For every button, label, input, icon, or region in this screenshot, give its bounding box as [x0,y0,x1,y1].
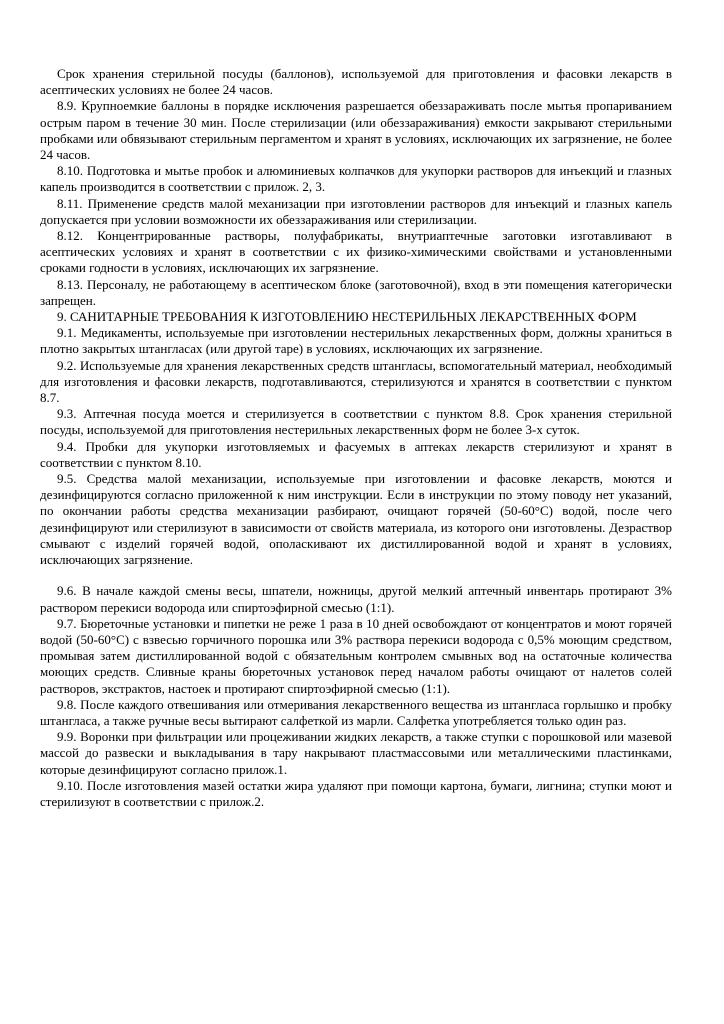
paragraph-9-3: 9.3. Аптечная посуда моется и стерилизуется в соответствии с пунктом 8.8. Срок хранения стерильной посуды, используемой для приготовления нестерильных лекарственных форм не более 3-х суток. [40,406,672,438]
paragraph-9-10: 9.10. После изготовления мазей остатки жира удаляют при помощи картона, бумаги, лигнина; ступки моют и стерилизуют в соответствии с прилож.2. [40,777,672,809]
document-page [40,66,672,810]
paragraph-9-5: 9.5. Средства малой механизации, используемые при изготовлении и фасовке лекарств, моются и дезинфицируются согласно приложенной к ним инструкции. Если в инструкции по этому поводу нет указаний, по окончании работы средства механизации разбирают, очищают горячей (50-60°С) водой, после чего дезинфицируют или стерилизуют в зависимости от свойств материала, из которого они изготовлены. Дезраствор смывают с изделий горячей водой, ополаскивают их дистиллированной водой и хранят в условиях, исключающих загрязнение. [40,471,672,568]
paragraph-8-11: 8.11. Применение средств малой механизации при изготовлении растворов для инъекций и глазных капель допускается при условии возможности их обеззараживания или стерилизации. [40,195,672,227]
paragraph-9-2: 9.2. Используемые для хранения лекарственных средств штангласы, вспомогательный материал, необходимый для изготовления и фасовки лекарств, подготавливаются, стерилизуются и хранятся в соответствии с пунктом 8.7. [40,357,672,406]
paragraph-9-9: 9.9. Воронки при фильтрации или процеживании жидких лекарств, а также ступки с порошковой или мазевой массой до развески и выкладывания в тару накрывают пластмассовыми или металлическими пластинками, которые дезинфицируют согласно прилож.1. [40,729,672,777]
paragraph-8-10: 8.10. Подготовка и мытье пробок и алюминиевых колпачков для укупорки растворов для инъекций и глазных капель производится в соответствии с прилож. 2, 3. [40,163,672,195]
blank-line-spacer [40,568,672,583]
paragraph-9-7: 9.7. Бюреточные установки и пипетки не реже 1 раза в 10 дней освобождают от концентратов и моют горячей водой (50-60°С) с взвесью горчичного порошка или 3% раствора перекиси водорода с 0,5% моющим средством, промывая затем дистиллированной водой с обязательным контролем смывных вод на остаточные количества моющих средств. Сливные краны бюреточных установок перед началом работы очищают от налетов солей растворов, экстрактов, настоек и протирают спиртоэфирной смесью (1:1). [40,615,672,696]
paragraph-8-9: 8.9. Крупноемкие баллоны в порядке исключения разрешается обеззараживать после мытья пропариванием острым паром в течение 30 мин. После стерилизации (или обеззараживания) емкости закрывают стерильными пробками или обвязывают стерильным пергаментом и хранят в условиях, исключающих их загрязнение, не более 24 часов. [40,98,672,163]
paragraph-9-4: 9.4. Пробки для укупорки изготовляемых и фасуемых в аптеках лекарств стерилизуют и хранят в соответствии с пунктом 8.10. [40,438,672,470]
paragraph-8-13: 8.13. Персоналу, не работающему в асептическом блоке (заготовочной), вход в эти помещения категорически запрещен. [40,276,672,308]
paragraph-9-6: 9.6. В начале каждой смены весы, шпатели, ножницы, другой мелкий аптечный инвентарь протирают 3% раствором перекиси водорода или спиртоэфирной смесью (1:1). [40,583,672,615]
paragraph-8-12: 8.12. Концентрированные растворы, полуфабрикаты, внутриаптечные заготовки изготавливают в асептических условиях и хранят в соответствии с их физико-химическими свойствами и установленными сроками годности в условиях, исключающих их загрязнение. [40,228,672,276]
paragraph-storage-term: Срок хранения стерильной посуды (баллонов), используемой для приготовления и фасовки лекарств в асептических условиях не более 24 часов. [40,66,672,98]
paragraph-9-8: 9.8. После каждого отвешивания или отмеривания лекарственного вещества из штангласа горлышко и пробку штангласа, а также ручные весы вытирают салфеткой из марли. Салфетка употребляется только один раз. [40,696,672,728]
paragraph-9-1: 9.1. Медикаменты, используемые при изготовлении нестерильных лекарственных форм, должны храниться в плотно закрытых штангласах (или другой таре) в условиях, исключающих их загрязнение. [40,325,672,357]
section-heading-9: 9. САНИТАРНЫЕ ТРЕБОВАНИЯ К ИЗГОТОВЛЕНИЮ НЕСТЕРИЛЬНЫХ ЛЕКАРСТВЕННЫХ ФОРМ [57,309,637,325]
